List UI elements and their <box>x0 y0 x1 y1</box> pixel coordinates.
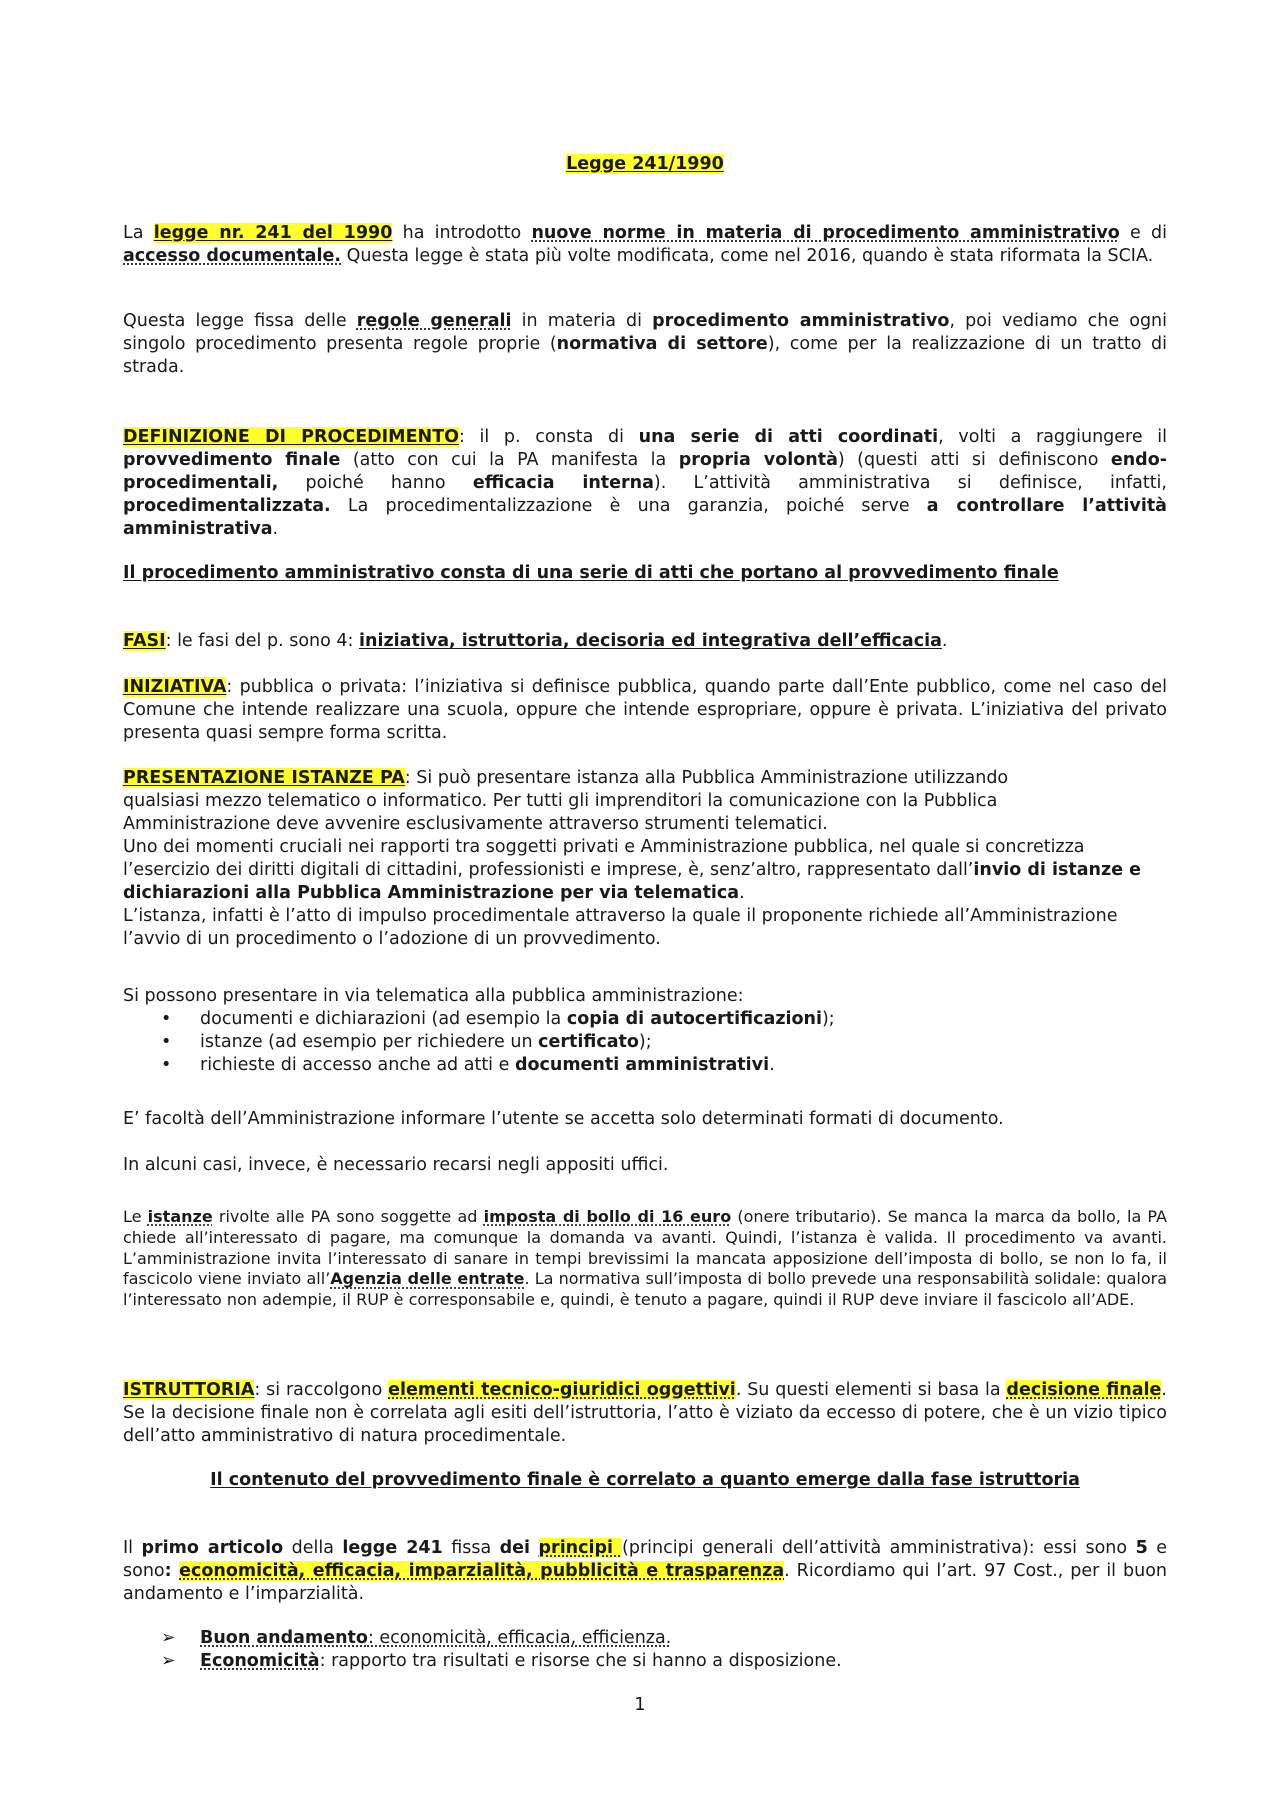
text: ); <box>638 1032 652 1052</box>
text: in materia di <box>511 311 653 331</box>
legge-highlight: legge nr. 241 del 1990 <box>153 223 393 243</box>
text: poiché hanno <box>278 473 473 493</box>
presentazione-line <box>123 767 1167 790</box>
list-item <box>123 1008 1167 1031</box>
procedimento-emphasis: procedimento amministrativo <box>652 311 950 331</box>
fasi-paragraph <box>123 630 1167 653</box>
bold-text: provvedimento finale <box>123 450 341 470</box>
bold-text: legge 241 <box>342 1538 443 1558</box>
text: documenti e dichiarazioni (ad esempio la <box>200 1009 567 1029</box>
text: Uno dei momenti cruciali nei rapporti tra soggetti privati e Amministrazione pubblica, nel quale si concretizza l’esercizio dei diritti digitali di cittadini, professionisti e imprese, è, senz’altro, rappresentato dall’ <box>123 837 1085 880</box>
text: della <box>283 1538 343 1558</box>
text: (atto con cui la PA manifesta la <box>340 450 679 470</box>
text: ). L’attività amministrativa si definisce, infatti, <box>653 473 1167 493</box>
presentazione-section <box>123 767 1167 951</box>
elementi-emphasis: elementi tecnico-giuridici oggettivi <box>388 1380 736 1400</box>
text: rivolte alle PA sono soggette ad <box>212 1207 484 1226</box>
bold-text: una serie di atti coordinati <box>638 427 939 447</box>
text: : si raccolgono <box>254 1380 389 1400</box>
text: La procedimentalizzazione è una garanzia, poiché serve <box>330 496 927 516</box>
text: : pubblica o privata: l’iniziativa si definisce pubblica, quando parte dall’Ente pubblico, come nel caso del Comune che intende realizzare una scuola, oppure che intende espropriare, oppure è privata. L’iniziativa del privato presenta quasi sempre forma scritta. <box>123 677 1167 743</box>
imposta-emphasis: imposta di bollo di 16 euro <box>483 1207 732 1226</box>
arrow-icon: ➢ <box>161 1628 176 1648</box>
definizione-label: DEFINIZIONE DI PROCEDIMENTO <box>123 427 460 447</box>
bullet-icon: • <box>161 1032 172 1052</box>
bold-text: efficacia interna <box>472 473 654 493</box>
list-item <box>123 1627 1167 1650</box>
bold-text: primo articolo <box>141 1538 284 1558</box>
text: . La normativa sull’imposta di bollo prevede una responsabilità solidale: qualora l’interessato non adempie, il RUP è corresponsabile e, quindi, è tenuto a pagare, quindi il RUP deve inviare il fascicolo all’ADE. <box>123 1269 1168 1310</box>
list-item <box>123 1031 1167 1054</box>
text: , volti a raggiungere il <box>938 427 1167 447</box>
principi-list: economicità, efficacia, imparzialità, pubblicità e trasparenza <box>179 1561 785 1581</box>
text: : Si può presentare istanza alla Pubblica Amministrazione utilizzando <box>404 768 1009 788</box>
text: : le fasi del p. sono 4: <box>165 631 359 651</box>
text: : economicità, efficacia, efficienza. <box>367 1628 672 1648</box>
arrow-label: Economicità <box>200 1651 320 1671</box>
text: richieste di accesso anche ad atti e <box>200 1055 515 1075</box>
istanza-paragraph: L’istanza, infatti è l’atto di impulso procedimentale attraverso la quale il proponente richiede all’Amministrazione l’avvio di un procedimento o l’adozione di un provvedimento. <box>123 906 1118 949</box>
arrow-icon: ➢ <box>161 1651 176 1671</box>
bold-text: documenti amministrativi <box>514 1055 770 1075</box>
bollo-paragraph <box>123 1207 1167 1311</box>
bullet-icon: • <box>161 1009 172 1029</box>
title-text: Legge 241/1990 <box>566 154 724 174</box>
normativa-emphasis: normativa di settore <box>556 334 768 354</box>
text: Questa legge è stata più volte modificata, come nel 2016, quando è stata riformata la SCIA. <box>341 246 1154 266</box>
istruttoria-paragraph <box>123 1379 1167 1448</box>
page-title <box>123 153 1167 176</box>
principi-arrow-list <box>123 1627 1167 1673</box>
text: , poi vediamo che ogni singolo procedimento presenta regole proprie ( <box>123 311 1168 354</box>
text: (principi generali dell’attività amministrativa): essi sono <box>622 1538 1136 1558</box>
text: ha introdotto <box>392 223 532 243</box>
definizione-paragraph <box>123 426 1167 541</box>
regole-generali-emphasis: regole generali <box>356 311 512 331</box>
text: . Se la decisione finale non è correlata agli esiti dell’istruttoria, l’atto è viziato da eccesso di potere, che è un vizio tipico dell’atto amministrativo di natura procedimentale. <box>123 1380 1167 1446</box>
agenzia-emphasis: Agenzia delle entrate <box>330 1269 525 1289</box>
iniziativa-label: INIZIATIVA <box>123 677 227 697</box>
bullet-icon: • <box>161 1055 172 1075</box>
arrow-label: Buon andamento <box>200 1628 368 1648</box>
text: . <box>941 631 948 651</box>
text: ), come per la realizzazione di un tratto di strada. <box>123 334 1167 377</box>
accesso-emphasis: accesso documentale. <box>123 246 342 266</box>
cruciali-paragraph <box>123 836 1167 905</box>
text <box>530 1538 538 1558</box>
bold-text: propria volontà <box>678 450 838 470</box>
list-item <box>123 1054 1167 1077</box>
statement-procedimento <box>123 562 1167 585</box>
decisione-emphasis: decisione finale <box>1006 1380 1162 1400</box>
statement-istruttoria <box>123 1469 1167 1492</box>
iniziativa-paragraph <box>123 676 1167 745</box>
principi-emphasis: principi <box>538 1538 623 1558</box>
text: Questa legge fissa delle <box>123 311 357 331</box>
list-item <box>123 1650 1167 1673</box>
text: Il <box>123 1538 142 1558</box>
istruttoria-label: ISTRUTTORIA <box>123 1380 255 1400</box>
presentazione-line: qualsiasi mezzo telematico o informatico. Per tutti gli imprenditori la comunicazione con la Pubblica <box>123 791 998 811</box>
statement-text: Il procedimento amministrativo consta di una serie di atti che portano al provvedimento finale <box>123 563 1059 583</box>
page-number: 1 <box>634 1694 646 1715</box>
text: : rapporto tra risultati e risorse che si hanno a disposizione. <box>319 1651 842 1671</box>
telematica-section <box>123 985 1167 1077</box>
text: istanze (ad esempio per richiedere un <box>200 1032 539 1052</box>
bold-text: dei <box>499 1538 531 1558</box>
text: Le <box>123 1207 148 1226</box>
text: e di <box>1119 223 1167 243</box>
text: . <box>272 519 279 539</box>
text: : il p. consta di <box>459 427 639 447</box>
fasi-list: iniziativa, istruttoria, decisoria ed integrativa dell’efficacia <box>359 631 942 651</box>
text: . <box>739 883 745 903</box>
bold-text: 5 <box>1135 1538 1148 1558</box>
bold-text: invio di istanze e dichiarazioni alla Pubblica Amministrazione per via telematica <box>123 860 1142 903</box>
arrow-list <box>123 1627 1167 1673</box>
statement-text: Il contenuto del provvedimento finale è correlato a quanto emerge dalla fase istruttoria <box>210 1470 1080 1490</box>
bold-text: copia di autocertificazioni <box>566 1009 822 1029</box>
text: (onere tributario). Se manca la marca da bollo, la PA chiede all’interessato di pagare, ma comunque la domanda va avanti. Quindi, l’istanza è valida. Il procedimento va avanti. L’amministrazione invita l’interessato di sanare in tempi brevissimi la mancata apposizione dell’imposta di bollo, se non lo fa, il fascicolo viene inviato all’ <box>123 1207 1168 1289</box>
intro-paragraph <box>123 222 1167 268</box>
uffici-paragraph: In alcuni casi, invece, è necessario recarsi negli appositi uffici. <box>123 1155 669 1175</box>
bold-text: certificato <box>538 1032 639 1052</box>
fasi-label: FASI <box>123 631 166 651</box>
bold-text: a controllare l’attività amministrativa <box>123 496 1167 539</box>
istanze-emphasis: istanze <box>147 1207 213 1226</box>
presentazione-line: Amministrazione deve avvenire esclusivamente attraverso strumenti telematici. <box>123 814 828 834</box>
principi-paragraph <box>123 1537 1167 1606</box>
telematica-list <box>123 1008 1167 1077</box>
text: . Ricordiamo qui l’art. 97 Cost., per il buon andamento e l’imparzialità. <box>123 1561 1168 1604</box>
bold-text: : <box>164 1561 180 1581</box>
text: ) (questi atti si definiscono <box>837 450 1111 470</box>
regole-paragraph <box>123 310 1167 379</box>
bold-text: procedimentalizzata. <box>123 496 331 516</box>
text: e sono <box>123 1538 1167 1581</box>
text: La <box>123 223 154 243</box>
text: . Su questi elementi si basa la <box>735 1380 1007 1400</box>
text: ); <box>821 1009 835 1029</box>
telematica-intro: Si possono presentare in via telematica alla pubblica amministrazione: <box>123 986 744 1006</box>
bold-text: endo-procedimentali, <box>123 450 1167 493</box>
text: . <box>769 1055 775 1075</box>
presentazione-label: PRESENTAZIONE ISTANZE PA <box>123 768 405 788</box>
nuove-norme-emphasis: nuove norme in materia di procedimento amministrativo <box>531 223 1120 243</box>
facolta-paragraph: E’ facoltà dell’Amministrazione informare l’utente se accetta solo determinati formati di documento. <box>123 1109 1004 1129</box>
text: fissa <box>442 1538 500 1558</box>
